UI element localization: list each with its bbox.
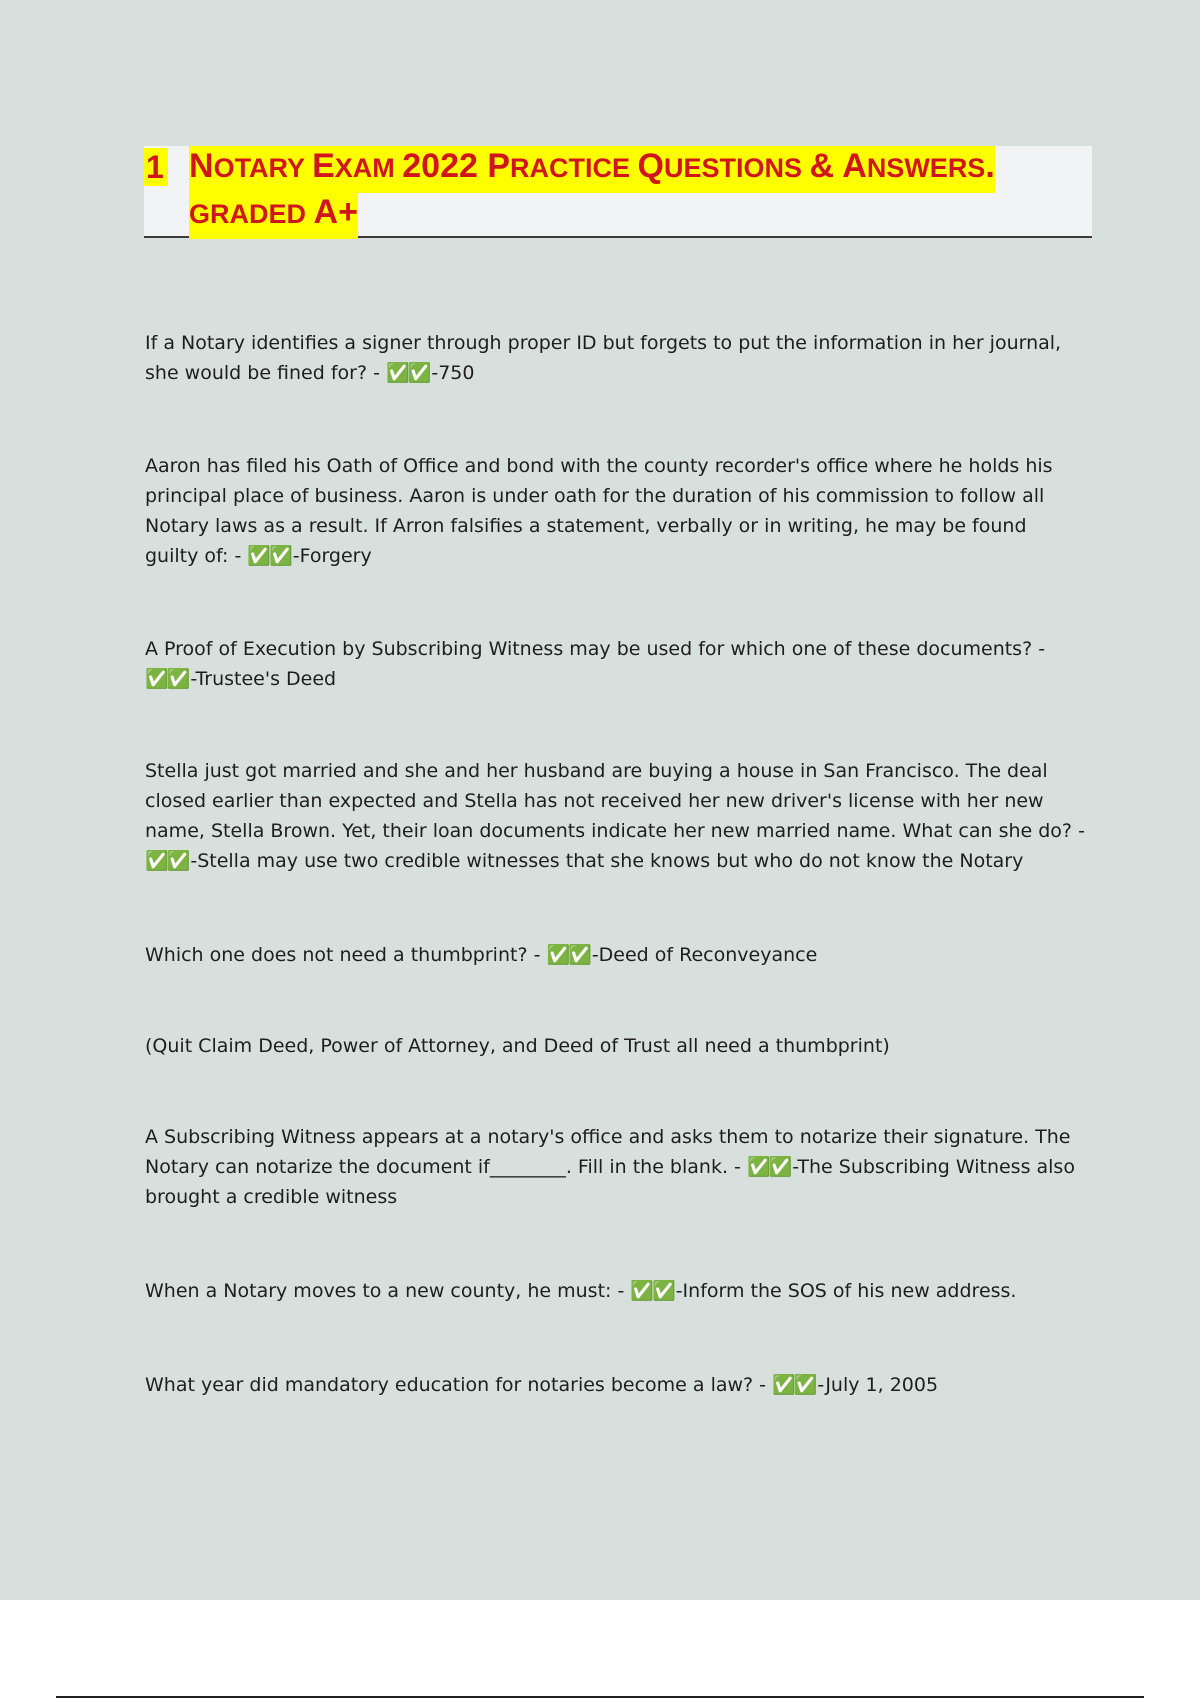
double-check-icon: ✅✅ (746, 1156, 791, 1178)
answer-prefix: - (190, 668, 196, 690)
answer-prefix: - (817, 1374, 826, 1396)
separator: - (1032, 638, 1046, 660)
double-check-icon: ✅✅ (247, 545, 291, 567)
footer-rule (56, 1696, 1144, 1698)
separator: - (527, 944, 547, 966)
answer-prefix: - (431, 362, 439, 384)
question-text: What year did mandatory education for notaries become a law? (145, 1374, 754, 1396)
answer-text: Forgery (299, 545, 372, 567)
separator: - (753, 1374, 773, 1396)
title-segment: Q (637, 147, 664, 185)
question-text: When a Notary moves to a new county, he must: (145, 1280, 612, 1302)
title-segment: N (189, 147, 214, 185)
double-check-icon: ✅✅ (145, 668, 189, 690)
answer-prefix: - (675, 1280, 683, 1302)
title-segment: . (985, 147, 995, 185)
answer-prefix: - (190, 850, 198, 872)
question-text: A Proof of Execution by Subscribing Witness may be used for which one of these documents? (145, 638, 1033, 660)
question-text: A Subscribing Witness appears at a notary's office and asks them to notarize their signature. The Notary can notarize the document if________. Fill in the blank. (145, 1126, 1071, 1178)
answer-text: 750 (438, 362, 475, 384)
separator: - (228, 545, 248, 567)
answer-text: Trustee's Deed (195, 668, 337, 690)
question-text: Stella just got married and she and her husband are buying a house in San Francisco. The deal closed earlier than expected and Stella has not received her new driver's license with her new name, Stella Brown. Yet, their loan documents indicate her new married name. What can she do? (145, 760, 1073, 842)
answer-prefix: - (292, 545, 300, 567)
question-text: Aaron has filed his Oath of Office and bond with the county recorder's office where he holds his principal place of business. Aaron is under oath for the duration of his commission to follow all Notary laws as a result. If Arron falsifies a statement, verbally or in writing, he may be found guilty of: (145, 455, 1053, 567)
qa-item-4 (145, 756, 1085, 876)
qa-item-6 (145, 1122, 1085, 1212)
question-text: Which one does not need a thumbprint? (145, 944, 528, 966)
answer-prefix: - (591, 944, 599, 966)
question-text: If a Notary identifies a signer through proper ID but forgets to put the information in her journal, she would be fined for? (145, 332, 1062, 384)
document-title-line-1 (189, 146, 995, 193)
answer-prefix: - (792, 1156, 798, 1178)
title-segment: & A (809, 147, 867, 185)
answer-text: Stella may use two credible witnesses that she knows but who do not know the Notary (197, 850, 1024, 872)
double-check-icon: ✅✅ (386, 362, 430, 384)
separator: - (611, 1280, 631, 1302)
answer-text: Deed of Reconveyance (598, 944, 818, 966)
note-text: (Quit Claim Deed, Power of Attorney, and Deed of Trust all need a thumbprint) (145, 1035, 890, 1057)
title-segment: A+ (313, 193, 358, 231)
title-segment: E (312, 147, 335, 185)
title-segment: XAM (334, 153, 403, 183)
double-check-icon: ✅✅ (772, 1374, 816, 1396)
separator: - (367, 362, 386, 384)
qa-note-thumbprint (145, 1031, 1085, 1061)
document-title-line-2 (189, 192, 358, 239)
title-segment: GRADED (189, 199, 314, 229)
qa-item-2 (145, 451, 1085, 571)
qa-item-7 (145, 1276, 1085, 1306)
double-check-icon: ✅✅ (546, 944, 590, 966)
qa-item-3 (145, 634, 1085, 694)
title-segment: OTARY (213, 153, 313, 183)
title-segment: NSWERS (866, 153, 986, 183)
separator: - (728, 1156, 747, 1178)
title-segment: UESTIONS (663, 153, 810, 183)
separator: - (1072, 820, 1085, 842)
qa-item-8 (145, 1370, 1085, 1400)
answer-text: The Subscribing Witness also brought a credible witness (145, 1156, 1075, 1208)
double-check-icon: ✅✅ (145, 850, 189, 872)
title-segment: RACTICE (510, 153, 638, 183)
qa-item-5 (145, 940, 1085, 970)
qa-item-1 (145, 328, 1085, 388)
title-segment: 2022 P (402, 147, 511, 185)
heading-number: 1 (144, 148, 168, 186)
answer-text: Inform the SOS of his new address. (682, 1280, 1017, 1302)
answer-text: July 1, 2005 (825, 1374, 939, 1396)
double-check-icon: ✅✅ (630, 1280, 674, 1302)
